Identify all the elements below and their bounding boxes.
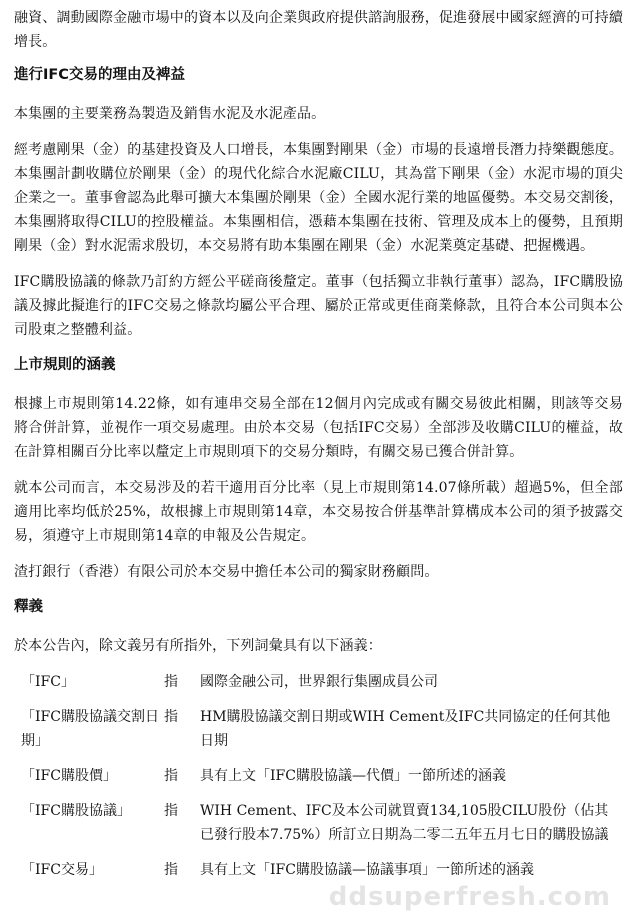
paragraph-drc-growth: 經考慮剛果（金）的基建投資及人口增長，本集團對剛果（金）市場的長遠增長潛力持樂觀態度。本集團計劃收購位於剛果（金）的現代化綜合水泥廠CILU，其為當下剛果（金）水泥市場的頂尖企業之一。董事會認為此舉可擴大本集團於剛果（金）全國水泥行業的地區優勢。本交易交割後，本集團將取得CILU的控股權益。本集團相信，憑藉本集團在技術、管理及成本上的優勢，且預期剛果（金）對水泥需求殷切，本交易將有助本集團在剛果（金）水泥業奠定基礎、把握機遇。	[14, 142, 623, 254]
definition-row	[14, 705, 623, 753]
definition-meaning: 具有上文「IFC購股協議—協議事項」一節所述的涵義	[200, 862, 534, 878]
paragraph-financial-adviser: 渣打銀行（香港）有限公司於本交易中擔任本公司的獨家財務顧問。	[14, 564, 439, 580]
definition-row	[14, 799, 623, 847]
heading-listing-rules: 上市規則的涵義	[14, 357, 116, 373]
paragraph-terms-fair: IFC購股協議的條款乃訂約方經公平磋商後釐定。董事（包括獨立非執行董事）認為，IFC購股協議及據此擬進行的IFC交易之條款均屬公平合理、屬於正常或更佳商業條款，且符合本公司與本公司股東之整體利益。	[14, 274, 623, 338]
definition-term: 「IFC交易」	[21, 862, 103, 878]
definition-marker: 指	[164, 862, 178, 878]
definition-marker: 指	[164, 709, 178, 725]
definition-marker: 指	[164, 803, 178, 819]
definition-term: 「IFC」	[21, 674, 75, 690]
definition-meaning: 具有上文「IFC購股協議—代價」一節所述的涵義	[200, 768, 506, 784]
paragraph-principal-business: 本集團的主要業務為製造及銷售水泥及水泥產品。	[14, 106, 326, 122]
paragraph-percentage-ratios: 就本公司而言，本交易涉及的若干適用百分比率（見上市規則第14.07條所載）超過5%，但全部適用比率均低於25%，故根據上市規則第14章，本交易按合併基準計算構成本公司的須予披露交易，須遵守上市規則第14章的申報及公告規定。	[14, 480, 623, 544]
definition-meaning: WIH Cement、IFC及本公司就買賣134,105股CILU股份（佔其已發行股本7.75%）所訂立日期為二零二五年五月七日的購股協議	[200, 803, 609, 843]
definition-row	[14, 858, 623, 882]
paragraph-definitions-intro: 於本公告內，除文義另有所指外，下列詞彙具有以下涵義：	[14, 638, 382, 654]
paragraph-aggregation: 根據上市規則第14.22條，如有連串交易全部在12個月內完成或有關交易彼此相關，則該等交易將合併計算，並視作一項交易處理。由於本交易（包括IFC交易）全部涉及收購CILU的權益，故在計算相關百分比率以釐定上市規則項下的交易分類時，有關交易已獲合併計算。	[14, 396, 623, 460]
definition-row	[14, 670, 623, 694]
definition-marker: 指	[164, 674, 178, 690]
definition-marker: 指	[164, 768, 178, 784]
definitions-list	[14, 670, 623, 882]
definition-term: 「IFC購股價」	[21, 768, 117, 784]
heading-definitions: 釋義	[14, 599, 43, 615]
definition-term: 「IFC購股協議交割日期」	[21, 709, 159, 749]
definition-term: 「IFC購股協議」	[21, 803, 131, 819]
definition-meaning: HM購股協議交割日期或WIH Cement及IFC共同協定的任何其他日期	[200, 709, 611, 749]
paragraph-ifc-intro-continued: 融資、調動國際金融市場中的資本以及向企業與政府提供諮詢服務，促進發展中國家經濟的可持續增長。	[14, 10, 623, 50]
definition-row	[14, 764, 623, 788]
watermark: ddsuperfresh.com	[328, 882, 611, 912]
heading-reasons-benefits: 進行IFC交易的理由及裨益	[14, 67, 185, 83]
definition-meaning: 國際金融公司，世界銀行集團成員公司	[200, 674, 438, 690]
